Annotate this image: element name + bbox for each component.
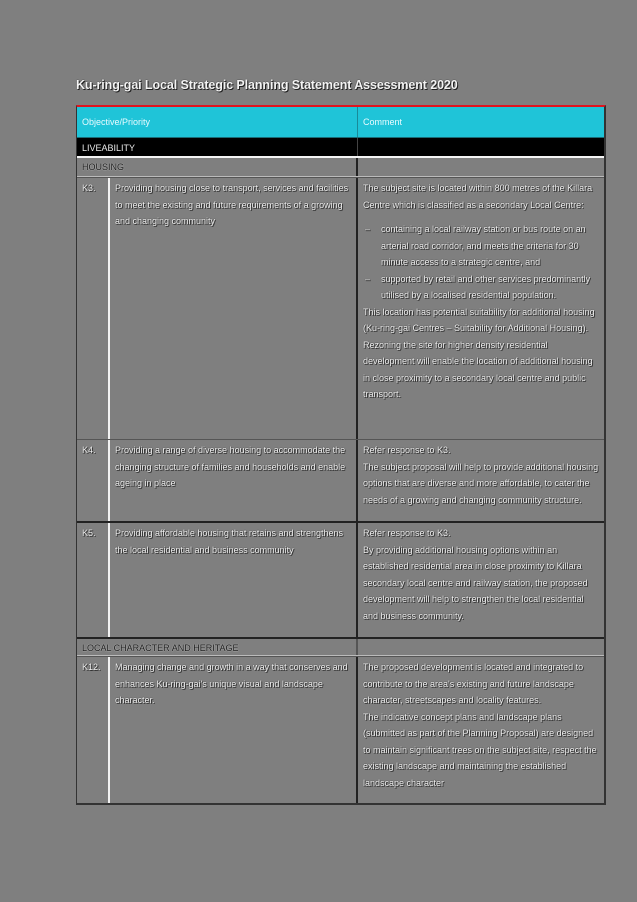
- comment-intro: The subject site is located within 800 metres of the Killara Centre which is classified as a secondary Local Centre:: [363, 183, 593, 210]
- subsection-right: [358, 639, 604, 655]
- row-comment: [358, 523, 604, 637]
- section-row-liveability: [77, 138, 604, 158]
- comment-paragraph: The indicative concept plans and landscape plans (submitted as part of the Planning Proposal) are designed to maintain significant trees on the subject site, respect the existing landscape and maintaining the established landscape character: [363, 711, 597, 788]
- table-row: [77, 521, 604, 637]
- row-comment: [358, 440, 604, 521]
- comment-bullet: – containing a local railway station or bus route on an arterial road corridor, and meets the criteria for 30 minute access to a strategic centre, and: [381, 221, 599, 271]
- comment-paragraph: Refer response to K3.: [363, 445, 451, 455]
- comment-paragraph: The subject proposal will help to provide additional housing options that are diverse and more affordable, to cater the needs of a growing and changing community structure.: [363, 461, 599, 505]
- comment-bullet: – supported by retail and other services predominantly utilised by a localised residential population.: [381, 271, 599, 304]
- row-objective: Providing a range of diverse housing to accommodate the changing structure of families and households and enable ageing in place: [110, 440, 358, 521]
- bullet-icon: –: [365, 273, 371, 284]
- row-code: K12.: [77, 657, 110, 803]
- document-title: Ku-ring-gai Local Strategic Planning Statement Assessment 2020: [76, 78, 458, 92]
- section-right: [358, 138, 604, 156]
- table-row: [77, 439, 604, 521]
- comment-paragraph: Rezoning the site for higher density residential development will enable the location of additional housing in close proximity to a secondary local centre and public transport.: [363, 339, 593, 399]
- row-objective: Providing affordable housing that retains and strengthens the local residential and business community: [110, 523, 358, 637]
- assessment-table: [76, 105, 606, 805]
- row-code: K5.: [77, 523, 110, 637]
- row-objective: Managing change and growth in a way that conserves and enhances Ku-ring-gai's unique visual and landscape character.: [110, 657, 358, 803]
- section-label: LIVEABILITY: [77, 138, 358, 156]
- row-comment: [358, 178, 604, 439]
- table-row: [77, 177, 604, 439]
- subsection-row-housing: [77, 158, 604, 177]
- comment-paragraph: By providing additional housing options within an established residential area in close proximity to Killara secondary local centre and railway station, the proposed development will help to strengthen the local residential and business community.: [363, 544, 588, 621]
- row-comment: [358, 657, 604, 803]
- comment-paragraph: This location has potential suitability for additional housing (Ku-ring-gai Centres – Suitability for Additional Housing).: [363, 306, 595, 333]
- comment-bullet-list: [363, 221, 599, 304]
- row-code: K3.: [77, 178, 110, 439]
- table-header-row: [77, 107, 604, 138]
- comment-paragraph: Refer response to K3.: [363, 528, 451, 538]
- comment-paragraph: The proposed development is located and integrated to contribute to the area's existing and future landscape character, streetscapes and locality features.: [363, 662, 584, 705]
- subsection-right: [358, 158, 604, 176]
- header-objective: Objective/Priority: [77, 107, 358, 137]
- row-code: K4.: [77, 440, 110, 521]
- header-comment: Comment: [363, 117, 403, 127]
- table-row: [77, 656, 604, 803]
- bullet-icon: –: [365, 224, 371, 234]
- row-objective: Providing housing close to transport, services and facilities to meet the existing and future requirements of a growing and changing community: [110, 178, 358, 439]
- subsection-label: HOUSING: [77, 158, 358, 176]
- subsection-label: LOCAL CHARACTER AND HERITAGE: [77, 639, 358, 655]
- subsection-row-local-character: [77, 637, 604, 656]
